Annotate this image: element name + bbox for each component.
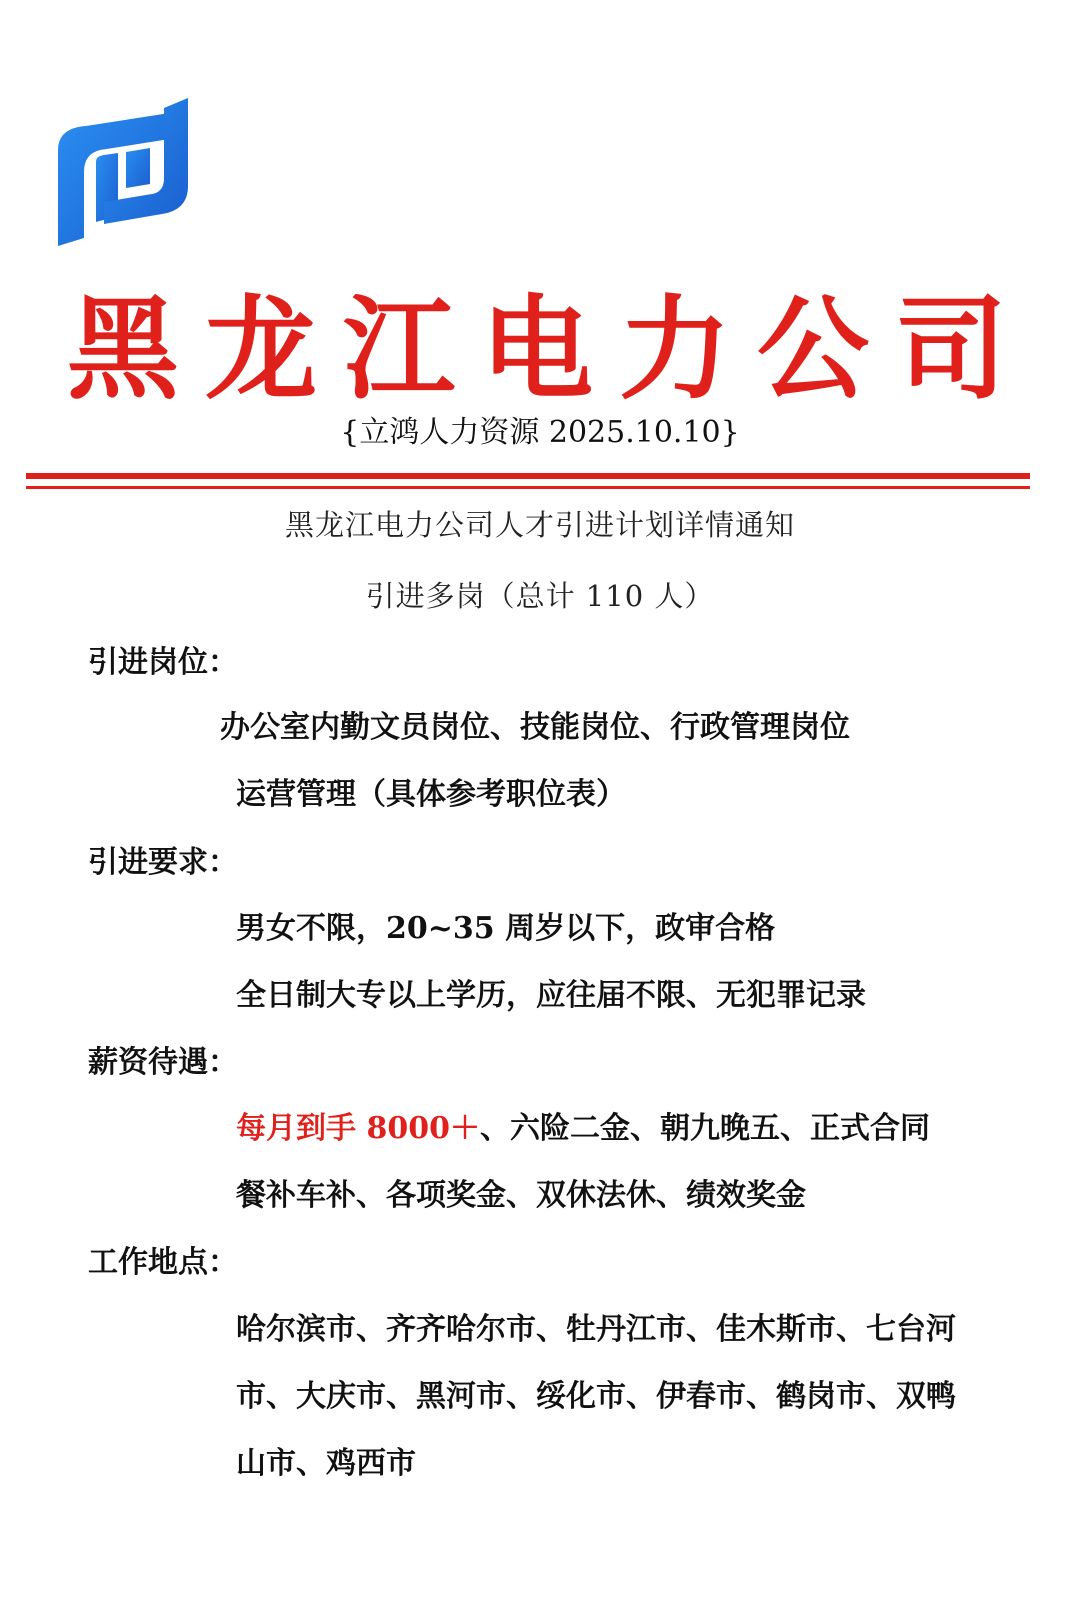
salary-highlight: 每月到手 8000＋ — [236, 1111, 480, 1146]
requirements-label: 引进要求： — [88, 845, 238, 880]
positions-label: 引进岗位： — [88, 645, 238, 680]
positions-line-2: 运营管理（具体参考职位表） — [236, 777, 626, 812]
salary-line-2: 餐补车补、各项奖金、双休法休、绩效奖金 — [236, 1178, 806, 1213]
salary-label: 薪资待遇： — [88, 1045, 238, 1080]
salary-line-1 — [236, 1109, 930, 1149]
location-line-3: 山市、鸡西市 — [236, 1446, 416, 1481]
notice-title: 黑龙江电力公司人才引进计划详情通知 — [284, 508, 795, 542]
company-title: 黑龙江电力公司 — [67, 284, 1033, 415]
company-logo-icon — [56, 98, 190, 246]
location-label: 工作地点： — [88, 1245, 238, 1280]
positions-line-1: 办公室内勤文员岗位、技能岗位、行政管理岗位 — [220, 710, 850, 745]
header-divider-thin — [26, 486, 1030, 489]
location-line-2: 市、大庆市、黑河市、绥化市、伊春市、鹤岗市、双鸭 — [236, 1379, 956, 1414]
requirements-line-2: 全日制大专以上学历，应往届不限、无犯罪记录 — [236, 978, 866, 1013]
header-divider-thick — [26, 473, 1030, 479]
source-date-line: {立鸿人力资源 2025.10.10} — [340, 415, 740, 450]
salary-benefits: 、六险二金、朝九晚五、正式合同 — [479, 1111, 930, 1146]
notice-subtitle: 引进多岗（总计 110 人） — [365, 579, 715, 613]
location-line-1: 哈尔滨市、齐齐哈尔市、牡丹江市、佳木斯市、七台河 — [236, 1312, 956, 1347]
requirements-line-1: 男女不限，20~35 周岁以下，政审合格 — [236, 911, 776, 946]
